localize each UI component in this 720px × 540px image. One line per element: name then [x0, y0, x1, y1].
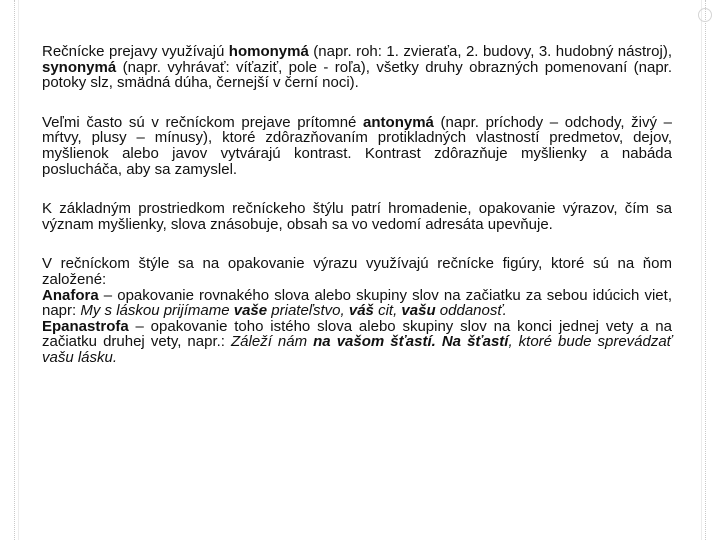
text: (napr. príchody – odchody, živý – mŕtvy, plusy – mínusy), ktoré zdôrazňovaním protikladných vlastností predmetov, dejov, myšlienok alebo javov vytvárajú kontrast. Kontrast zdôrazňuje myšlienky a nabáda poslucháča, aby sa zamyslel.	[42, 113, 672, 178]
example-text: My s láskou prijímame	[80, 302, 234, 320]
example-emphasis: vaše	[233, 302, 268, 320]
text: Rečnícke prejavy využívajú	[42, 43, 229, 60]
paragraph-epanastrofa	[42, 319, 672, 366]
text: – opakovanie rovnakého slova alebo skupiny slov na začiatku za sebou idúcich viet, napr:	[42, 286, 672, 320]
term-synonymy: synonymá	[42, 58, 117, 76]
paragraph-antonyms	[42, 115, 672, 177]
text: Veľmi často sú v rečníckom prejave prítomné	[42, 113, 364, 131]
corner-circle	[698, 8, 712, 22]
text: K základným prostriedkom rečníckeho štýlu patrí hromadenie, opakovanie výrazov, čím sa význam myšlienky, slova znásobuje, obsah sa vo vedomí adresáta upevňuje.	[42, 200, 672, 233]
right-border-dotted	[705, 0, 706, 540]
example-text: oddanosť.	[435, 302, 507, 320]
text: – opakovanie toho istého slova alebo skupiny slov na konci jednej vety a na začiatku druhej vety, napr.:	[42, 317, 672, 351]
paragraph-homonyms	[42, 44, 672, 91]
slide-body	[42, 44, 672, 366]
example-emphasis: na vašom šťastí. Na šťastí	[313, 333, 509, 351]
example-text: Záleží nám	[231, 333, 314, 351]
term-epanastrofa: Epanastrofa	[42, 317, 129, 335]
text: V rečníckom štýle sa na opakovanie výrazu využívajú rečnícke figúry, ktoré sú na ňom založené:	[42, 255, 672, 288]
term-homonymy: homonymá	[228, 43, 309, 60]
right-border-line	[701, 0, 702, 540]
paragraph-figures-intro	[42, 256, 672, 287]
example-emphasis: váš	[348, 302, 374, 320]
example-text: , ktoré bude sprevádzať vašu lásku.	[42, 333, 672, 366]
left-border-line	[18, 0, 19, 540]
text: (napr. vyhrávať: víťaziť, pole - roľa), všetky druhy obrazných pomenovaní (napr. potoky slz, smädná dúha, černejší v černí noci).	[42, 58, 672, 92]
text: (napr. roh: 1. zvieraťa, 2. budovy, 3. hudobný nástroj),	[308, 43, 672, 60]
example-text: cit,	[373, 302, 402, 320]
term-antonymy: antonymá	[363, 113, 434, 131]
paragraph-accumulation	[42, 201, 672, 232]
left-border-dotted	[14, 0, 15, 540]
term-anafora: Anafora	[42, 286, 99, 304]
paragraph-anafora	[42, 288, 672, 319]
example-text: priateľstvo,	[267, 302, 349, 320]
example-emphasis: vašu	[401, 302, 436, 320]
